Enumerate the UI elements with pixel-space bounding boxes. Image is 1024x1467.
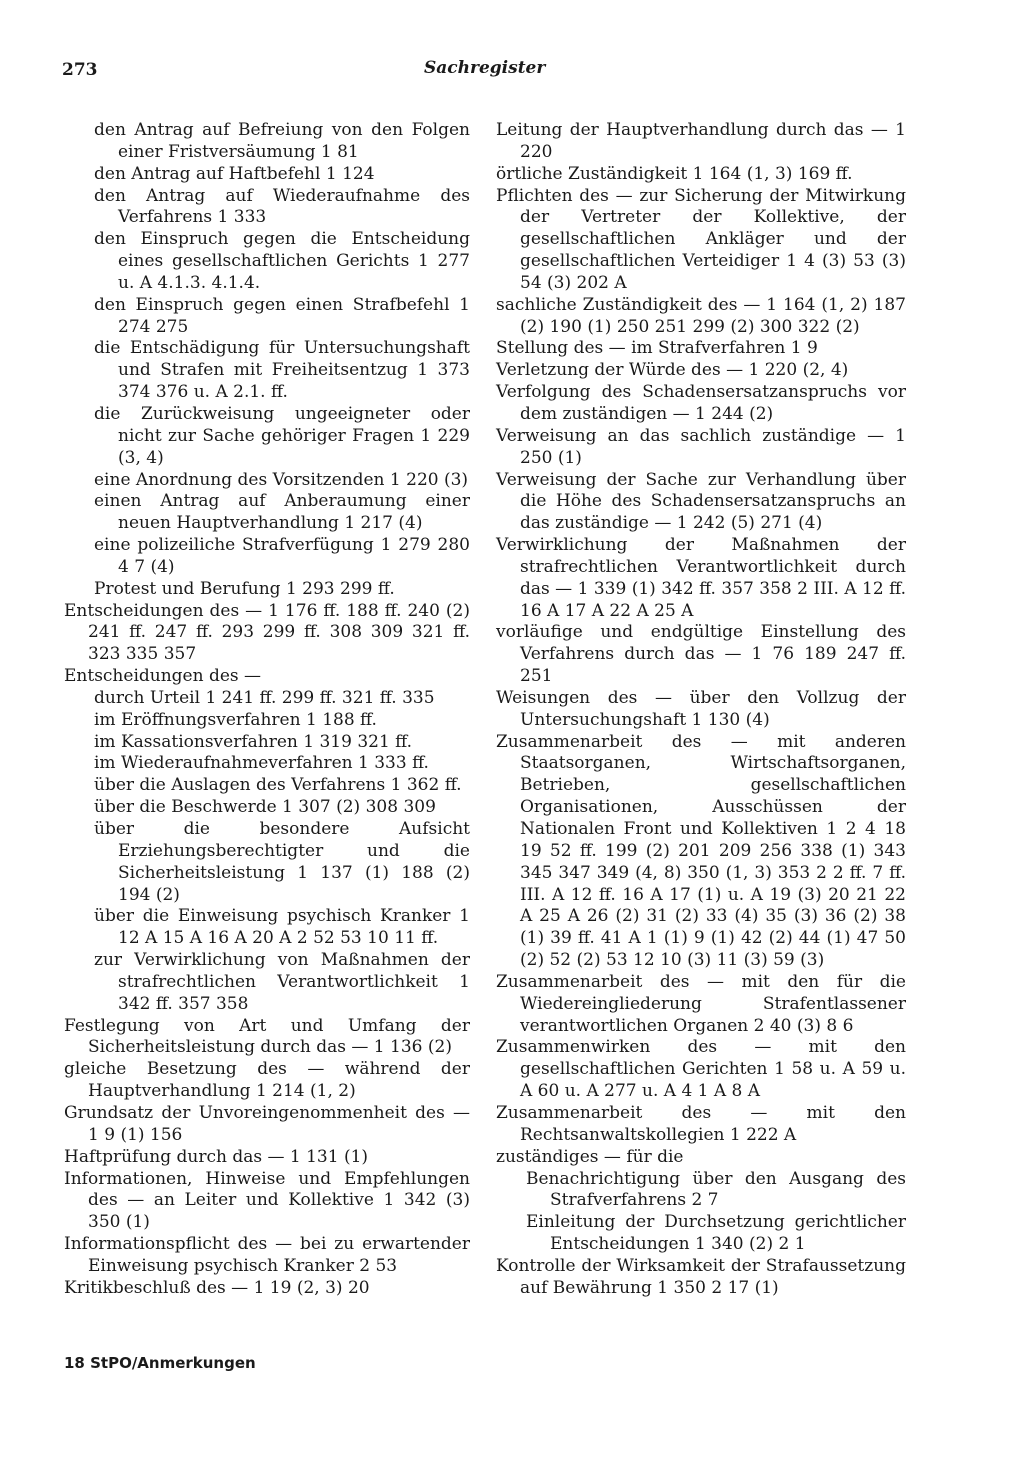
index-subentry: den Antrag auf Haftbefehl 1 124 (94, 163, 375, 184)
index-subentry: über die Auslagen des Verfahrens 1 362 ff. (94, 775, 462, 796)
index-subentry: den Antrag auf Befreiung von den Folgen einer Fristversäumung 1 81 (94, 120, 470, 162)
index-entry: Zusammenwirken des — mit den gesellschaftlichen Gerichten 1 58 u. A 59 u. A 60 u. A 277 u. A 4 1 A 8 A (496, 1037, 906, 1102)
index-entry: Verweisung an das sachlich zuständige — 1 250 (1) (496, 425, 906, 468)
index-entry: gleiche Besetzung des — während der Hauptverhandlung 1 214 (1, 2) (64, 1059, 470, 1102)
index-entry: Verfolgung des Schadensersatzanspruchs vor dem zuständigen — 1 244 (2) (496, 382, 906, 424)
index-entry: vorläufige und endgültige Einstellung des Verfahrens durch das — 1 76 189 247 ff. 251 (496, 622, 906, 687)
index-entry: Kontrolle der Wirksamkeit der Strafaussetzung auf Bewährung 1 350 2 17 (1) (496, 1255, 906, 1298)
index-subentry: einen Antrag auf Anberaumung einer neuen Hauptverhandlung 1 217 (4) (94, 491, 470, 534)
index-subentry: Protest und Berufung 1 293 299 ff. (94, 578, 395, 599)
index-subentry: den Einspruch gegen einen Strafbefehl 1 274 275 (94, 294, 470, 337)
index-subentry: die Zurückweisung ungeeigneter oder nicht zur Sache gehöriger Fragen 1 229 (3, 4) (94, 403, 470, 468)
index-entry: Verletzung der Würde des — 1 220 (2, 4) (496, 360, 849, 381)
index-subentry: Einleitung der Durchsetzung gerichtlicher Entscheidungen 1 340 (2) 2 1 (526, 1212, 906, 1255)
index-entry: Verweisung der Sache zur Verhandlung über die Höhe des Schadensersatzanspruchs an das zuständige — 1 242 (5) 271 (4) (496, 469, 906, 534)
index-entry: Entscheidungen des — (64, 666, 262, 687)
index-subentry: über die Beschwerde 1 307 (2) 308 309 (94, 797, 436, 818)
index-subentry: den Einspruch gegen die Entscheidung eines gesellschaftlichen Gerichts 1 277 u. A 4.1.3. 4.1.4. (94, 229, 470, 293)
index-entry: Verwirklichung der Maßnahmen der strafrechtlichen Verantwortlichkeit durch das — 1 339 (1) 342 ff. 357 358 2 III. A 12 ff. 16 A 17 A 22 A 25 A (496, 535, 906, 621)
index-entry: sachliche Zuständigkeit des — 1 164 (1, 2) 187 (2) 190 (1) 250 251 299 (2) 300 322 (2) (496, 294, 906, 337)
index-subentry: durch Urteil 1 241 ff. 299 ff. 321 ff. 335 (94, 687, 435, 708)
index-entry: Entscheidungen des — 1 176 ff. 188 ff. 240 (2) 241 ff. 247 ff. 293 299 ff. 308 309 321 ff. 323 335 357 (64, 600, 470, 665)
index-entry: Informationspflicht des — bei zu erwartender Einweisung psychisch Kranker 2 53 (64, 1234, 470, 1276)
index-entry: örtliche Zuständigkeit 1 164 (1, 3) 169 ff. (496, 163, 853, 184)
index-subentry: im Kassationsverfahren 1 319 321 ff. (94, 731, 413, 752)
index-subentry: im Eröffnungsverfahren 1 188 ff. (94, 709, 377, 730)
index-subentry: über die besondere Aufsicht Erziehungsberechtigter und die Sicherheitsleistung 1 137 (1) 188 (2) 194 (2) (94, 819, 470, 905)
index-subentry: eine Anordnung des Vorsitzenden 1 220 (3) (94, 469, 469, 490)
index-entry: Haftprüfung durch das — 1 131 (1) (64, 1146, 369, 1167)
index-subentry: Benachrichtigung über den Ausgang des Strafverfahrens 2 7 (526, 1168, 906, 1211)
index-entry: Stellung des — im Strafverfahren 1 9 (496, 338, 818, 359)
index-entry: Zusammenarbeit des — mit anderen Staatsorganen, Wirtschaftsorganen, Betrieben, gesellschaftlichen Organisationen, Ausschüssen der Nationalen Front und Kollektiven 1 2 4 18 19 52 ff. 199 (2) 201 209 256 338 (1) 343 345 347 349 (4, 8) 350 (1, 3) 353 2 2 ff. 7 ff. III. A 12 ff. 16 A 17 (1) u. A 19 (3) 20 21 22 A 25 A 26 (2) 31 (2) 33 (4) 35 (3) 36 (2) 38 (1) 39 ff. 41 A 1 (1) 9 (1) 42 (2) 44 (1) 47 50 (2) 52 (2) 53 12 10 (3) 11 (3) 59 (3) (496, 731, 906, 971)
index-subentry: über die Einweisung psychisch Kranker 1 12 A 15 A 16 A 20 A 2 52 53 10 11 ff. (94, 906, 470, 949)
index-entry: Zusammenarbeit des — mit den für die Wiedereingliederung Strafentlassener verantwortlichen Organen 2 40 (3) 8 6 (496, 971, 906, 1036)
index-subentry: zur Verwirklichung von Maßnahmen der strafrechtlichen Verantwortlichkeit 1 342 ff. 357 358 (94, 950, 470, 1014)
index-subentry: den Antrag auf Wiederaufnahme des Verfahrens 1 333 (94, 185, 470, 228)
index-entry: Leitung der Hauptverhandlung durch das — 1 220 (496, 120, 906, 162)
index-subentry: eine polizeiliche Strafverfügung 1 279 280 4 7 (4) (94, 535, 470, 577)
index-entry: Pflichten des — zur Sicherung der Mitwirkung der Vertreter der Kollektive, der gesellschaftlichen Ankläger und der gesellschaftlichen Verteidiger 1 4 (3) 53 (3) 54 (3) 202 A (496, 185, 906, 293)
index-entry: Informationen, Hinweise und Empfehlungen des — an Leiter und Kollektive 1 342 (3) 350 (1) (64, 1168, 470, 1233)
index-subentry: im Wiederaufnahmeverfahren 1 333 ff. (94, 753, 429, 774)
index-entry: Zusammenarbeit des — mit den Rechtsanwaltskollegien 1 222 A (496, 1102, 906, 1145)
index-entry: Grundsatz der Unvoreingenommenheit des — 1 9 (1) 156 (64, 1102, 470, 1145)
page-number: 273 (62, 60, 98, 80)
index-column-left (64, 120, 470, 1300)
index-entry: Kritikbeschluß des — 1 19 (2, 3) 20 (64, 1277, 370, 1298)
running-head: Sachregister (424, 58, 546, 78)
index-entry: Weisungen des — über den Vollzug der Untersuchungshaft 1 130 (4) (496, 687, 906, 730)
index-column-right (496, 120, 906, 1300)
printer-signature: 18 StPO/Anmerkungen (64, 1354, 256, 1372)
index-subentry: die Entschädigung für Untersuchungshaft und Strafen mit Freiheitsentzug 1 373 374 376 u. A 2.1. ff. (94, 338, 470, 403)
index-entry: zuständiges — für die (496, 1146, 684, 1167)
index-entry: Festlegung von Art und Umfang der Sicherheitsleistung durch das — 1 136 (2) (64, 1015, 470, 1058)
